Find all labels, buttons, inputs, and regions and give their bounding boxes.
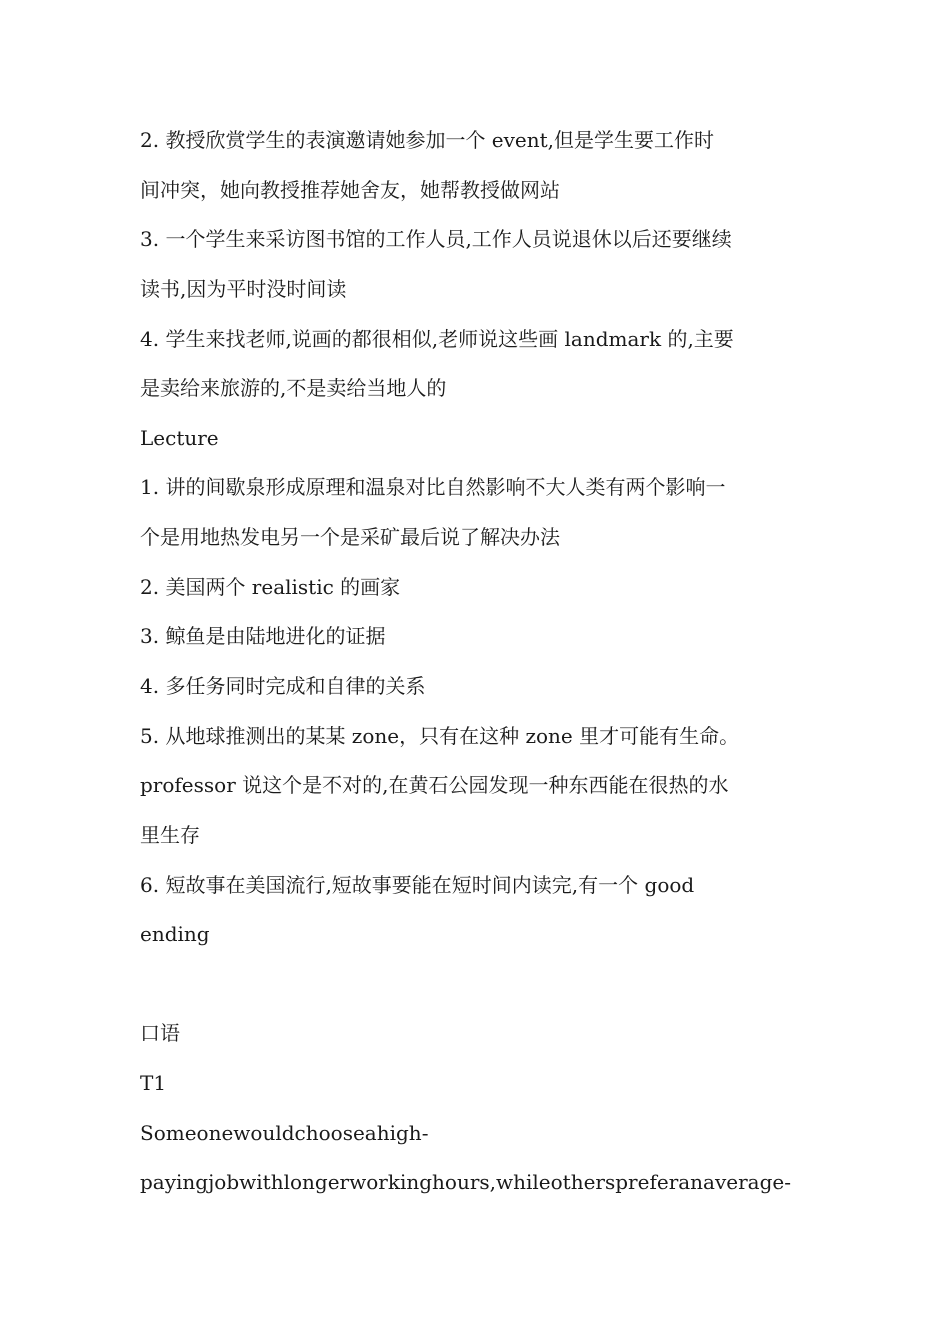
lecture-5-line-2: professor 说这个是不对的,在黄石公园发现一种东西能在很热的水 [140, 773, 729, 797]
speaking-heading: 口语 [140, 1021, 180, 1045]
conversation-4-line-1: 4. 学生来找老师,说画的都很相似,老师说这些画 landmark 的,主要 [140, 327, 734, 351]
lecture-1-line-2: 个是用地热发电另一个是采矿最后说了解决办法 [140, 525, 560, 549]
lecture-2: 2. 美国两个 realistic 的画家 [140, 575, 401, 599]
lecture-3: 3. 鲸鱼是由陆地进化的证据 [140, 624, 386, 648]
conversation-4-line-2: 是卖给来旅游的,不是卖给当地人的 [140, 376, 447, 400]
conversation-2-line-2: 间冲突，她向教授推荐她舍友，她帮教授做网站 [140, 178, 560, 202]
lecture-5-line-3: 里生存 [140, 823, 200, 847]
task-1-label: T1 [140, 1071, 167, 1095]
lecture-6-line-1: 6. 短故事在美国流行,短故事要能在短时间内读完,有一个 good [140, 873, 695, 897]
task-1-prompt-line-2: payingjobwithlongerworkinghours,whileotherspreferanaverage- [140, 1170, 791, 1194]
task-1-prompt-line-1: Someonewouldchooseahigh- [140, 1121, 429, 1145]
conversation-3-line-2: 读书,因为平时没时间读 [140, 277, 347, 301]
lecture-5-line-1: 5. 从地球推测出的某某 zone，只有在这种 zone 里才可能有生命。 [140, 724, 740, 748]
conversation-3-line-1: 3. 一个学生来采访图书馆的工作人员,工作人员说退休以后还要继续 [140, 227, 732, 251]
lecture-1-line-1: 1. 讲的间歇泉形成原理和温泉对比自然影响不大人类有两个影响一 [140, 475, 726, 499]
lecture-heading: Lecture [140, 426, 219, 450]
conversation-2-line-1: 2. 教授欣赏学生的表演邀请她参加一个 event,但是学生要工作时 [140, 128, 715, 152]
lecture-4: 4. 多任务同时完成和自律的关系 [140, 674, 426, 698]
lecture-6-line-2: ending [140, 922, 210, 946]
